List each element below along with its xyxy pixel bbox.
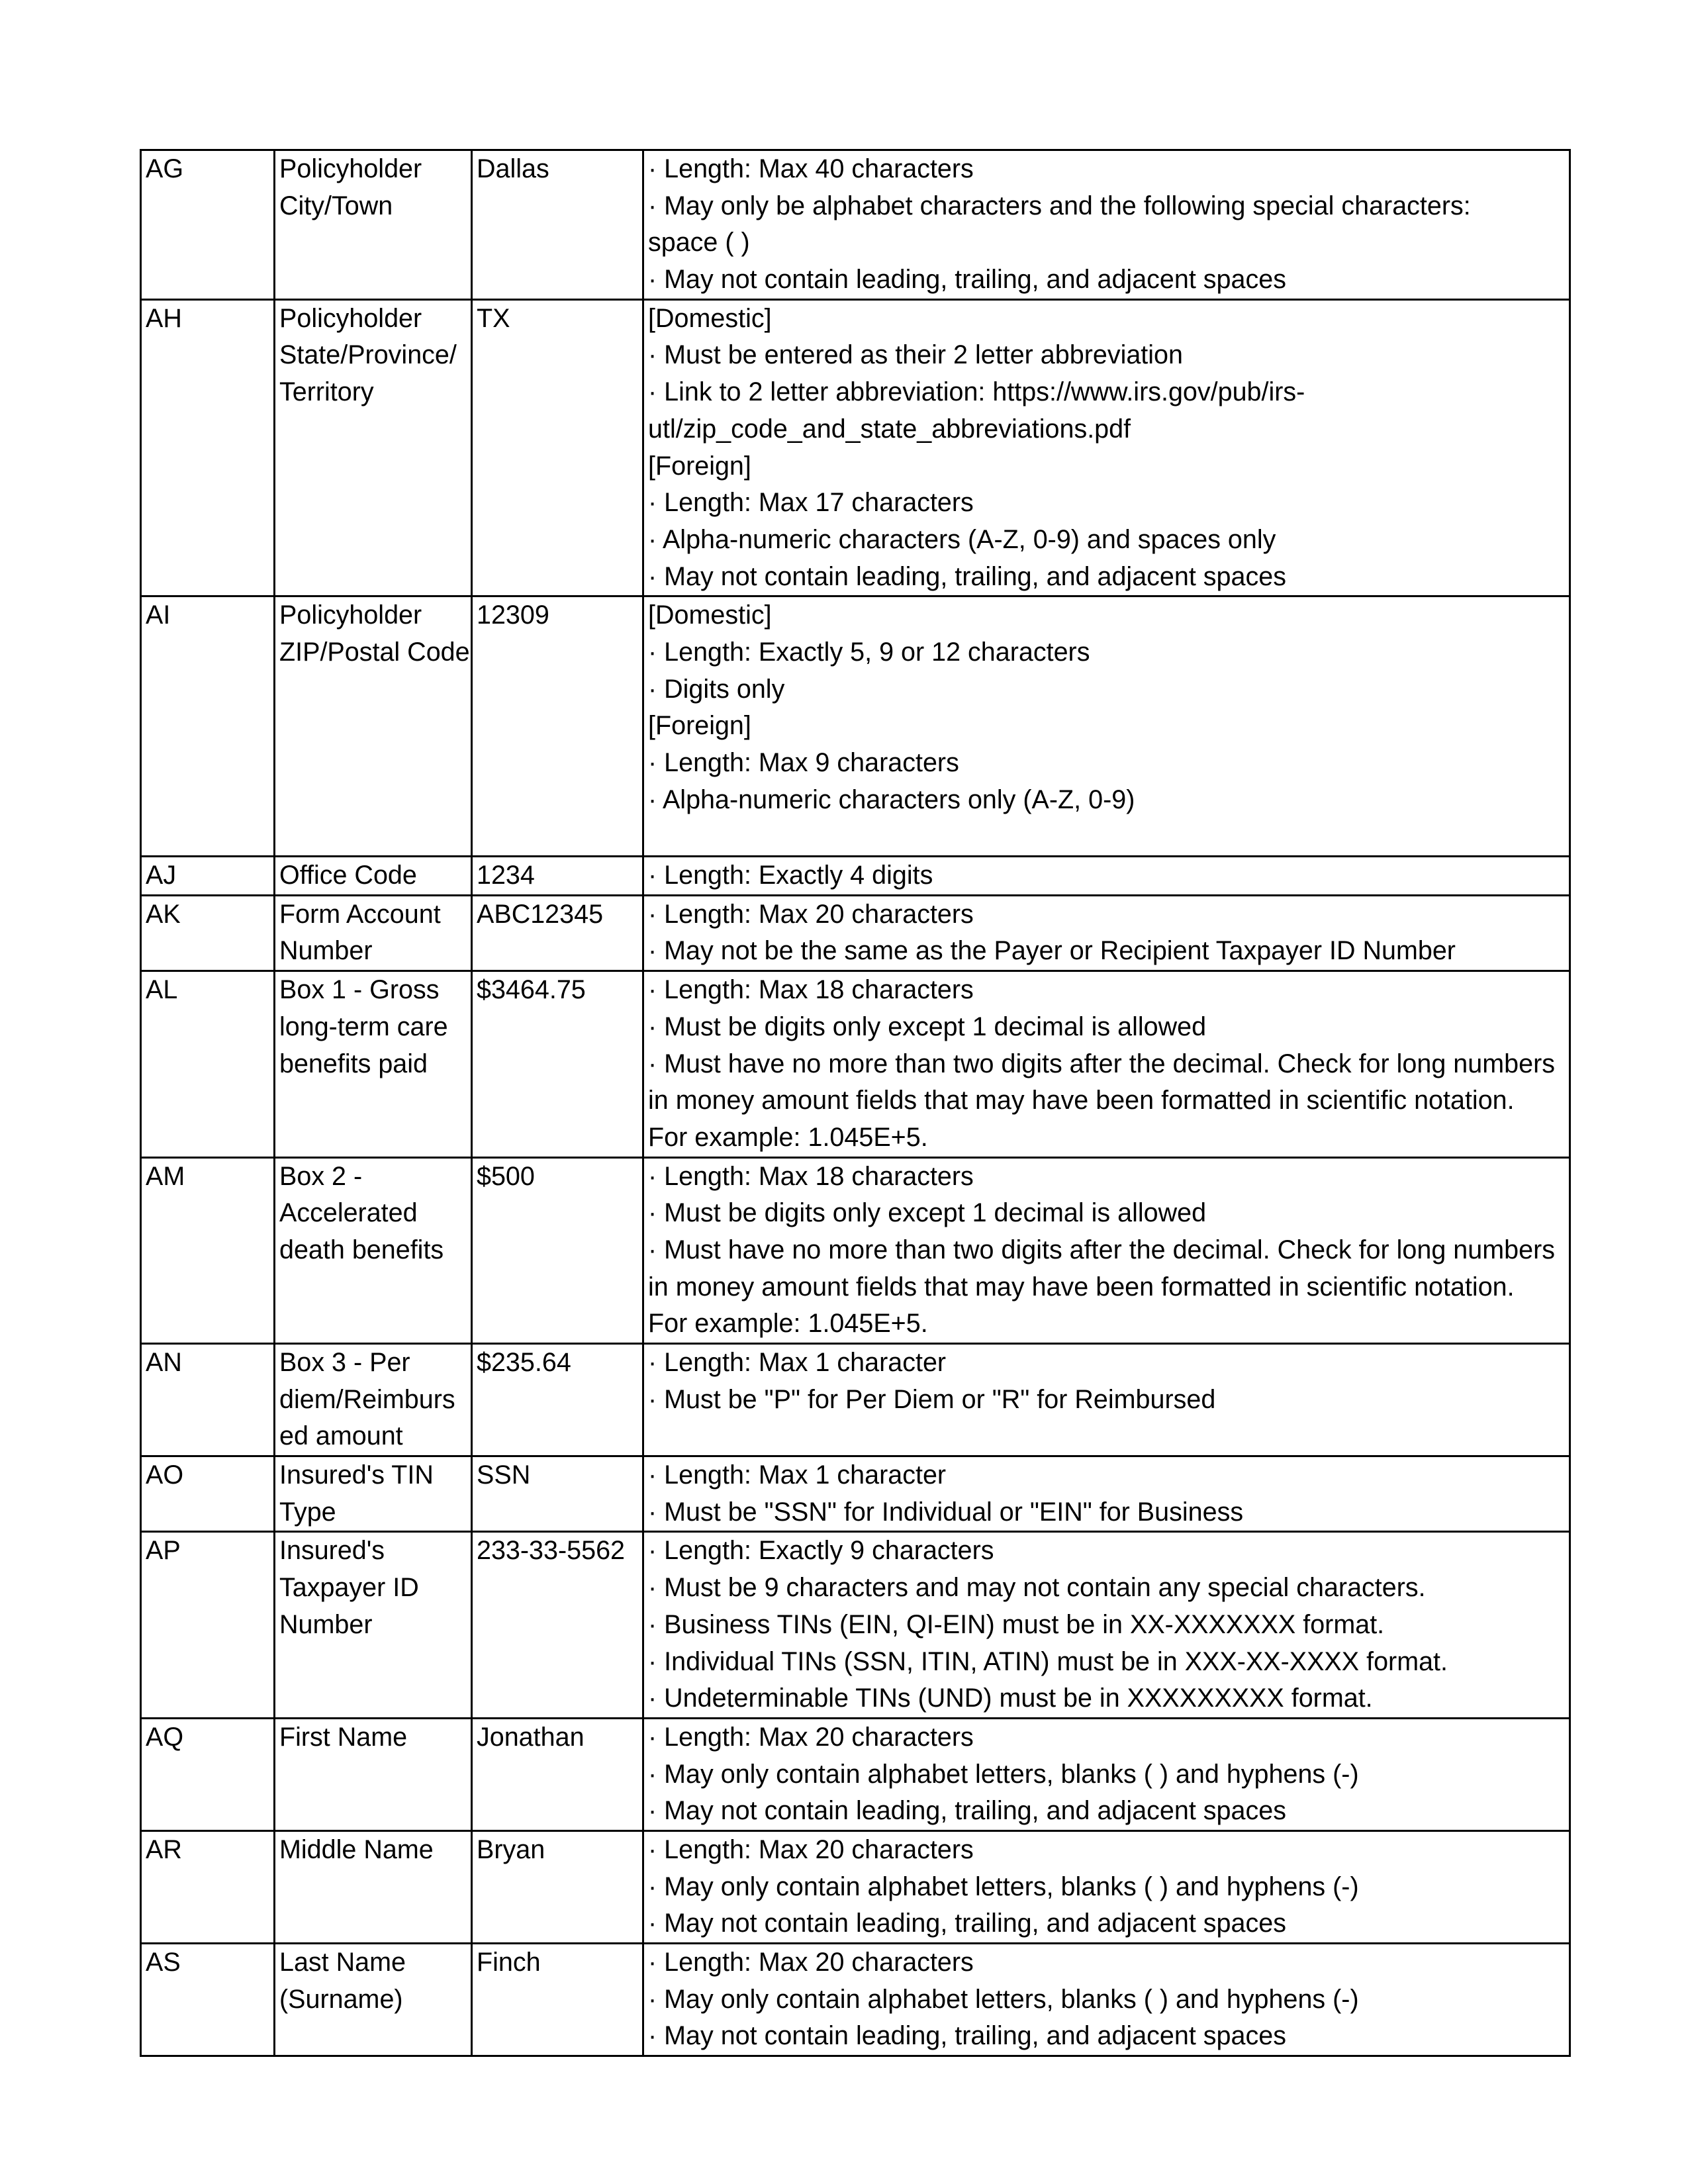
- validation-rule-line: · Must be 9 characters and may not contain any special characters.: [648, 1573, 1426, 1603]
- field-name-cell: [275, 1456, 472, 1532]
- example-value-cell: [472, 1157, 643, 1343]
- example-value-cell: [472, 1456, 643, 1532]
- column-id: AJ: [146, 861, 177, 890]
- example-value-cell: [472, 150, 643, 300]
- validation-rule-line: · Must be "SSN" for Individual or "EIN" for Business: [648, 1497, 1244, 1527]
- validation-rule-line: · Length: Exactly 5, 9 or 12 characters: [648, 637, 1090, 667]
- table-row-aq: [141, 1718, 1570, 1830]
- column-id-cell: [141, 895, 275, 971]
- validation-rule-line: [Domestic]: [648, 303, 772, 333]
- validation-rule-line: · May not contain leading, trailing, and adjacent spaces: [648, 561, 1286, 591]
- validation-rule-line: [648, 818, 1565, 855]
- example-value-cell: [472, 1944, 643, 2056]
- example-value-cell: [472, 299, 643, 596]
- column-id-cell: [141, 299, 275, 596]
- field-name-line: Insured's TIN: [279, 1460, 434, 1490]
- field-name-line: Box 1 - Gross: [279, 975, 440, 1005]
- column-id: AQ: [146, 1722, 184, 1752]
- example-value-cell: [472, 1830, 643, 1943]
- field-name-cell: [275, 971, 472, 1157]
- column-id-cell: [141, 1830, 275, 1943]
- validation-rule-line: · Length: Max 1 character: [648, 1460, 947, 1490]
- column-id: AI: [146, 600, 171, 630]
- field-name-line: death benefits: [279, 1235, 444, 1264]
- validation-rules-cell: [643, 1830, 1570, 1943]
- validation-rule-line: · Must have no more than two digits after the decimal. Check for long numbers: [648, 1049, 1555, 1078]
- validation-rule-line: · Undeterminable TINs (UND) must be in XXXXXXXXX format.: [648, 1684, 1373, 1713]
- column-id: AO: [146, 1460, 184, 1490]
- field-spec-table-body: [141, 150, 1570, 2056]
- field-name-line: Taxpayer ID: [279, 1573, 419, 1603]
- field-name-cell: [275, 895, 472, 971]
- example-value: SSN: [477, 1460, 531, 1490]
- validation-rule-line: · May not contain leading, trailing, and adjacent spaces: [648, 265, 1286, 295]
- validation-rule-line: [Domestic]: [648, 600, 772, 630]
- table-row-ah: [141, 299, 1570, 596]
- example-value: Dallas: [477, 154, 549, 183]
- validation-rule-line: [Foreign]: [648, 451, 751, 481]
- field-spec-table: [140, 149, 1571, 2057]
- example-value-cell: [472, 895, 643, 971]
- column-id: AK: [146, 899, 181, 929]
- table-row-an: [141, 1344, 1570, 1456]
- validation-rule-line: · Length: Max 9 characters: [648, 748, 959, 777]
- table-row-al: [141, 971, 1570, 1157]
- validation-rule-line: · Individual TINs (SSN, ITIN, ATIN) must be in XXX-XX-XXXX format.: [648, 1646, 1448, 1676]
- column-id-cell: [141, 1532, 275, 1718]
- validation-rule-line: in money amount fields that may have been formatted in scientific notation.: [648, 1272, 1515, 1302]
- validation-rules-cell: [643, 299, 1570, 596]
- validation-rules-cell: [643, 1456, 1570, 1532]
- field-name-line: Policyholder: [279, 303, 422, 333]
- column-id-cell: [141, 971, 275, 1157]
- field-name-line: Insured's: [279, 1536, 385, 1566]
- validation-rule-line: · Must be "P" for Per Diem or "R" for Reimbursed: [648, 1384, 1216, 1414]
- validation-rules-cell: [643, 857, 1570, 896]
- field-name-cell: [275, 1532, 472, 1718]
- example-value: 1234: [477, 861, 535, 890]
- field-name-line: State/Province/: [279, 340, 457, 370]
- column-id: AM: [146, 1161, 185, 1191]
- validation-rule-line: · Length: Max 1 character: [648, 1348, 947, 1377]
- validation-rules-cell: [643, 895, 1570, 971]
- table-row-ag: [141, 150, 1570, 300]
- column-id: AN: [146, 1348, 182, 1377]
- field-name-line: Accelerated: [279, 1198, 418, 1228]
- example-value-cell: [472, 1532, 643, 1718]
- validation-rules-cell: [643, 1718, 1570, 1830]
- field-name-line: Policyholder: [279, 154, 422, 183]
- validation-rule-line: · May only contain alphabet letters, blanks ( ) and hyphens (-): [648, 1984, 1359, 2014]
- column-id: AS: [146, 1948, 181, 1977]
- validation-rule-line: · Alpha-numeric characters (A-Z, 0-9) and spaces only: [648, 524, 1276, 554]
- column-id-cell: [141, 150, 275, 300]
- table-row-aj: [141, 857, 1570, 896]
- validation-rule-line: · May not contain leading, trailing, and adjacent spaces: [648, 1796, 1286, 1826]
- field-name-line: Last Name: [279, 1948, 406, 1977]
- example-value: 12309: [477, 600, 549, 630]
- field-name-cell: [275, 1718, 472, 1830]
- table-row-ao: [141, 1456, 1570, 1532]
- field-name-cell: [275, 150, 472, 300]
- field-name-cell: [275, 1344, 472, 1456]
- field-name-cell: [275, 857, 472, 896]
- validation-rule-line: [Foreign]: [648, 711, 751, 741]
- validation-rule-line: · Must be digits only except 1 decimal is allowed: [648, 1012, 1207, 1041]
- example-value: $235.64: [477, 1348, 571, 1377]
- validation-rule-line: · Length: Max 18 characters: [648, 1161, 974, 1191]
- field-name-line: Form Account: [279, 899, 441, 929]
- field-name-line: Type: [279, 1497, 336, 1527]
- validation-rule-line: · Must be digits only except 1 decimal is allowed: [648, 1198, 1207, 1228]
- field-name-line: City/Town: [279, 191, 393, 220]
- validation-rules-cell: [643, 971, 1570, 1157]
- field-name-line: diem/Reimburs: [279, 1384, 455, 1414]
- column-id: AH: [146, 303, 182, 333]
- column-id-cell: [141, 1456, 275, 1532]
- validation-rule-line: · Length: Max 20 characters: [648, 1722, 974, 1752]
- example-value-cell: [472, 857, 643, 896]
- example-value: $500: [477, 1161, 535, 1191]
- field-name-line: benefits paid: [279, 1049, 428, 1078]
- field-name-cell: [275, 299, 472, 596]
- validation-rule-line: · May only be alphabet characters and the following special characters:: [648, 191, 1471, 220]
- validation-rule-line: · Length: Max 20 characters: [648, 1948, 974, 1977]
- table-row-am: [141, 1157, 1570, 1343]
- field-name-line: Middle Name: [279, 1834, 434, 1864]
- validation-rules-cell: [643, 1532, 1570, 1718]
- validation-rule-line: · Business TINs (EIN, QI-EIN) must be in XX-XXXXXXX format.: [648, 1609, 1385, 1639]
- field-name-cell: [275, 1944, 472, 2056]
- validation-rule-line: · May not contain leading, trailing, and adjacent spaces: [648, 1909, 1286, 1938]
- field-name-cell: [275, 1157, 472, 1343]
- validation-rule-line: For example: 1.045E+5.: [648, 1309, 928, 1339]
- example-value: Bryan: [477, 1834, 545, 1864]
- example-value-cell: [472, 971, 643, 1157]
- field-name-line: Number: [279, 936, 373, 966]
- validation-rule-line: in money amount fields that may have been formatted in scientific notation.: [648, 1086, 1515, 1116]
- validation-rule-line: · Must have no more than two digits after the decimal. Check for long numbers: [648, 1235, 1555, 1264]
- validation-rules-cell: [643, 1944, 1570, 2056]
- table-row-ai: [141, 596, 1570, 857]
- column-id-cell: [141, 857, 275, 896]
- validation-rule-line: · May only contain alphabet letters, blanks ( ) and hyphens (-): [648, 1872, 1359, 1901]
- field-name-line: First Name: [279, 1722, 408, 1752]
- validation-rule-line: · May only contain alphabet letters, blanks ( ) and hyphens (-): [648, 1759, 1359, 1789]
- validation-rule-line: · Length: Max 40 characters: [648, 154, 974, 183]
- column-id-cell: [141, 1718, 275, 1830]
- validation-rule-line: · May not contain leading, trailing, and adjacent spaces: [648, 2021, 1286, 2051]
- field-name-line: ZIP/Postal Code: [279, 637, 470, 667]
- example-value: $3464.75: [477, 975, 586, 1005]
- field-name-line: ed amount: [279, 1421, 403, 1451]
- validation-rules-cell: [643, 596, 1570, 857]
- column-id-cell: [141, 1157, 275, 1343]
- validation-rule-line: · Digits only: [648, 674, 785, 704]
- validation-rule-line: · Length: Max 17 characters: [648, 488, 974, 518]
- field-name-line: long-term care: [279, 1012, 448, 1041]
- validation-rule-line: For example: 1.045E+5.: [648, 1122, 928, 1152]
- validation-rule-line: · Alpha-numeric characters only (A-Z, 0-9): [648, 784, 1135, 814]
- column-id-cell: [141, 596, 275, 857]
- validation-rule-line: utl/zip_code_and_state_abbreviations.pdf: [648, 414, 1131, 444]
- validation-rule-line: space ( ): [648, 228, 750, 258]
- table-row-ap: [141, 1532, 1570, 1718]
- example-value: 233-33-5562: [477, 1536, 626, 1566]
- field-name-line: Territory: [279, 377, 374, 407]
- example-value-cell: [472, 1344, 643, 1456]
- field-name-line: Office Code: [279, 861, 417, 890]
- column-id: AG: [146, 154, 184, 183]
- validation-rule-line: · May not be the same as the Payer or Recipient Taxpayer ID Number: [648, 936, 1456, 966]
- validation-rules-cell: [643, 1344, 1570, 1456]
- validation-rule-line: · Length: Max 20 characters: [648, 899, 974, 929]
- example-value: Jonathan: [477, 1722, 585, 1752]
- field-name-line: Box 3 - Per: [279, 1348, 410, 1377]
- column-id: AP: [146, 1536, 181, 1566]
- column-id-cell: [141, 1944, 275, 2056]
- validation-rules-cell: [643, 1157, 1570, 1343]
- example-value-cell: [472, 596, 643, 857]
- validation-rule-line: · Link to 2 letter abbreviation: https://www.irs.gov/pub/irs-: [648, 377, 1305, 407]
- table-row-ak: [141, 895, 1570, 971]
- column-id: AR: [146, 1834, 182, 1864]
- field-name-cell: [275, 1830, 472, 1943]
- field-name-line: Number: [279, 1609, 373, 1639]
- validation-rules-cell: [643, 150, 1570, 300]
- validation-rule-line: · Length: Max 18 characters: [648, 975, 974, 1005]
- field-name-line: Policyholder: [279, 600, 422, 630]
- field-name-line: (Surname): [279, 1984, 403, 2014]
- field-name-line: Box 2 -: [279, 1161, 363, 1191]
- column-id-cell: [141, 1344, 275, 1456]
- field-name-cell: [275, 596, 472, 857]
- table-row-ar: [141, 1830, 1570, 1943]
- validation-rule-line: · Length: Exactly 4 digits: [648, 861, 933, 890]
- validation-rule-line: · Length: Max 20 characters: [648, 1834, 974, 1864]
- column-id: AL: [146, 975, 178, 1005]
- example-value-cell: [472, 1718, 643, 1830]
- example-value: TX: [477, 303, 510, 333]
- validation-rule-line: · Length: Exactly 9 characters: [648, 1536, 994, 1566]
- example-value: ABC12345: [477, 899, 604, 929]
- example-value: Finch: [477, 1948, 541, 1977]
- validation-rule-line: · Must be entered as their 2 letter abbreviation: [648, 340, 1183, 370]
- table-row-as: [141, 1944, 1570, 2056]
